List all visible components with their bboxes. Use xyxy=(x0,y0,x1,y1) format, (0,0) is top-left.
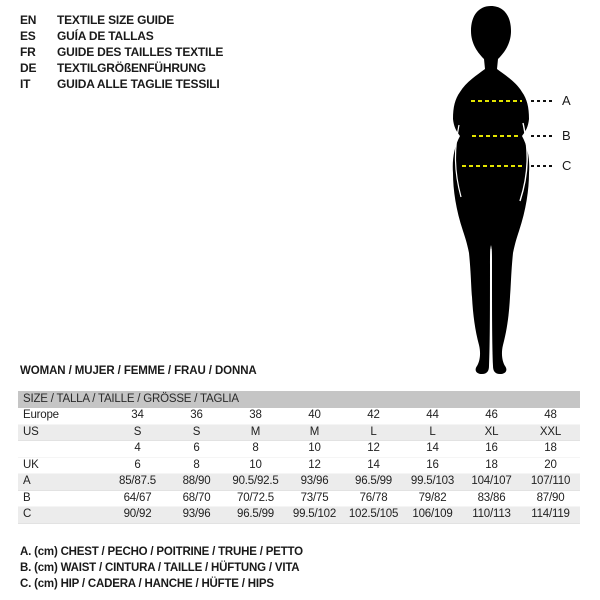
size-cell: 107/110 xyxy=(530,475,571,487)
marker-label-b: B xyxy=(562,128,571,143)
size-cell: 42 xyxy=(367,409,380,421)
size-cell: 104/107 xyxy=(471,475,512,487)
size-cell: 85/87.5 xyxy=(119,475,156,487)
language-label: TEXTILGRÖßENFÜHRUNG xyxy=(57,61,206,75)
size-cell: 6 xyxy=(193,442,200,454)
legend-waist: B. (cm) WAIST / CINTURA / TAILLE / HÜFTUNG / VITA xyxy=(20,562,300,574)
size-cell: 99.5/103 xyxy=(410,475,455,487)
size-cell: XL xyxy=(484,425,499,438)
size-cell: 99.5/102 xyxy=(292,508,337,520)
table-row xyxy=(18,458,580,475)
size-cell: 44 xyxy=(426,409,439,421)
size-cell: 10 xyxy=(249,458,262,471)
size-cell: 76/78 xyxy=(359,491,388,504)
size-cell: 46 xyxy=(485,409,498,421)
table-row xyxy=(18,491,580,508)
marker-label-a: A xyxy=(562,93,571,108)
size-cell: 114/119 xyxy=(531,508,570,520)
legend-hip: C. (cm) HIP / CADERA / HANCHE / HÜFTE / HIPS xyxy=(20,578,274,590)
size-cell: 12 xyxy=(367,442,380,454)
size-cell: 10 xyxy=(308,442,321,454)
size-cell: 90/92 xyxy=(123,508,152,520)
row-label: A xyxy=(23,475,31,487)
row-label: C xyxy=(23,508,32,520)
size-cell: XXL xyxy=(539,425,562,438)
size-cell: 102.5/105 xyxy=(348,508,399,520)
size-cell: 20 xyxy=(544,458,557,471)
size-cell: 14 xyxy=(367,458,380,471)
size-cell: 83/86 xyxy=(477,491,506,504)
size-cell: 48 xyxy=(544,409,557,421)
size-cell: 14 xyxy=(426,442,439,454)
table-header: SIZE / TALLA / TAILLE / GRÖSSE / TAGLIA xyxy=(18,391,580,408)
table-row xyxy=(18,441,580,458)
size-cell: 106/109 xyxy=(412,508,453,520)
size-table xyxy=(18,391,580,524)
size-cell: L xyxy=(370,425,377,438)
language-code: FR xyxy=(20,45,36,59)
language-label: GUÍA DE TALLAS xyxy=(57,29,154,43)
size-cell: 68/70 xyxy=(182,491,211,504)
language-code: IT xyxy=(20,77,31,91)
waist-measure-line xyxy=(472,135,518,137)
language-row xyxy=(20,44,223,60)
chest-measure-line xyxy=(471,100,522,102)
section-title: WOMAN / MUJER / FEMME / FRAU / DONNA xyxy=(20,365,257,377)
size-cell: 73/75 xyxy=(300,491,329,504)
marker-waist xyxy=(0,129,600,143)
size-cell: 93/96 xyxy=(300,475,329,487)
size-cell: 70/72.5 xyxy=(237,491,274,504)
measure-legend xyxy=(20,544,303,592)
size-cell: 64/67 xyxy=(123,491,152,504)
language-list xyxy=(20,12,223,92)
size-cell: 6 xyxy=(134,458,141,471)
language-row xyxy=(20,28,223,44)
language-code: EN xyxy=(20,13,37,27)
size-cell: 34 xyxy=(131,409,144,421)
size-table-body xyxy=(18,408,580,524)
size-cell: 16 xyxy=(485,442,498,454)
hip-connector-line xyxy=(531,165,555,167)
table-row xyxy=(18,474,580,491)
table-row xyxy=(18,425,580,442)
size-cell: S xyxy=(192,425,201,438)
language-label: GUIDA ALLE TAGLIE TESSILI xyxy=(57,77,220,91)
size-cell: 8 xyxy=(252,442,259,454)
waist-connector-line xyxy=(531,135,555,137)
marker-chest xyxy=(0,94,600,108)
size-cell: 110/113 xyxy=(472,508,511,520)
size-cell: 96.5/99 xyxy=(237,508,274,520)
size-cell: 8 xyxy=(193,458,200,471)
size-cell: 12 xyxy=(308,458,321,471)
table-row xyxy=(18,507,580,524)
table-row xyxy=(18,408,580,425)
size-cell: M xyxy=(309,425,320,438)
chest-connector-line xyxy=(531,100,555,102)
size-cell: 93/96 xyxy=(182,508,211,520)
size-cell: 90.5/92.5 xyxy=(232,475,279,487)
size-cell: 88/90 xyxy=(182,475,211,487)
language-label: GUIDE DES TAILLES TEXTILE xyxy=(57,45,224,59)
size-cell: L xyxy=(429,425,436,438)
row-label: UK xyxy=(23,458,39,471)
row-label xyxy=(18,441,108,457)
row-label: Europe xyxy=(23,409,59,421)
woman-silhouette-icon xyxy=(418,5,568,374)
size-cell: 16 xyxy=(426,458,439,471)
language-row xyxy=(20,76,223,92)
size-cell: 36 xyxy=(190,409,203,421)
size-cell: 40 xyxy=(308,409,321,421)
marker-label-c: C xyxy=(562,158,572,173)
size-cell: 4 xyxy=(134,442,141,454)
language-row xyxy=(20,60,223,76)
language-code: ES xyxy=(20,29,36,43)
language-label: TEXTILE SIZE GUIDE xyxy=(57,13,175,27)
language-code: DE xyxy=(20,61,37,75)
hip-measure-line xyxy=(462,165,524,167)
marker-hip xyxy=(0,159,600,173)
size-cell: 38 xyxy=(249,409,262,421)
legend-chest: A. (cm) CHEST / PECHO / POITRINE / TRUHE / PETTO xyxy=(20,546,303,558)
size-cell: 79/82 xyxy=(418,491,447,504)
size-cell: M xyxy=(250,425,261,438)
size-cell: 87/90 xyxy=(536,491,565,504)
row-label: US xyxy=(23,425,39,438)
size-cell: 18 xyxy=(544,442,557,454)
size-cell: 96.5/99 xyxy=(355,475,392,487)
row-label: B xyxy=(23,491,31,504)
size-cell: S xyxy=(133,425,142,438)
language-row xyxy=(20,12,223,28)
size-cell: 18 xyxy=(485,458,498,471)
